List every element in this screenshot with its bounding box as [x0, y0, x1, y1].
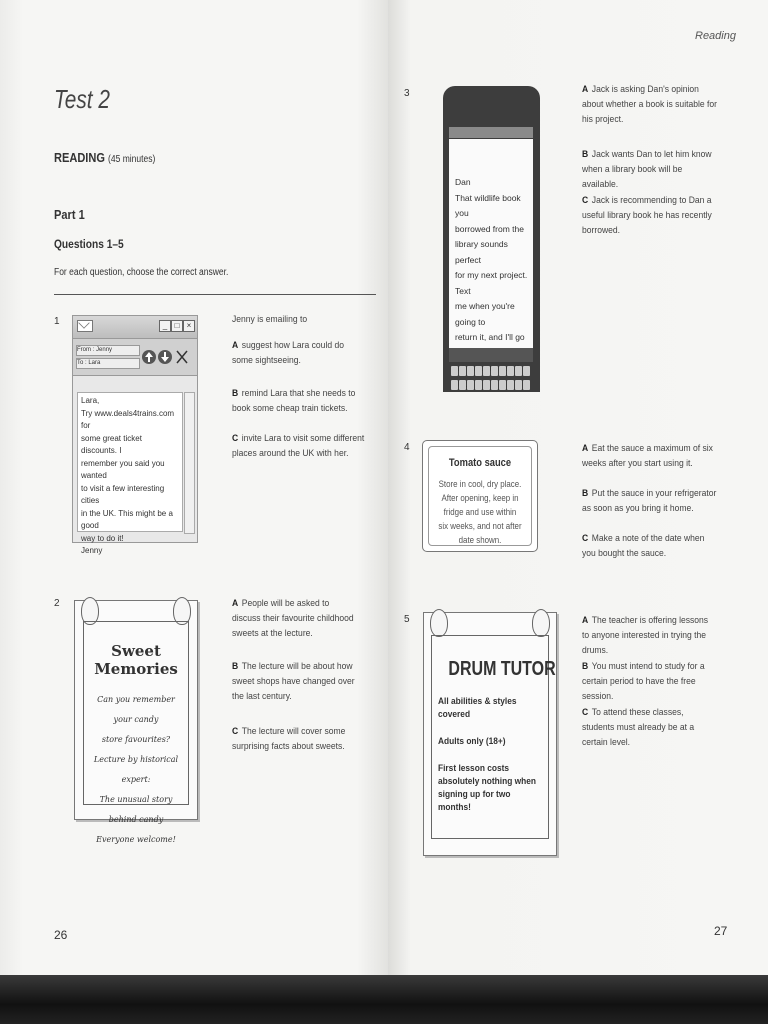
instruction: For each question, choose the correct answer.: [54, 267, 229, 278]
option-letter: B: [582, 488, 589, 499]
drum-tutor-notice: [423, 612, 557, 856]
notice-line: First lesson costs absolutely nothing when signing up for two months!: [438, 763, 537, 813]
question-number: 5: [404, 614, 410, 625]
notice-line: The unusual story behind candy: [99, 795, 173, 824]
email-line: remember you said you wanted: [81, 458, 165, 480]
question-number: 3: [404, 88, 410, 99]
message-line: borrowed from the: [455, 223, 524, 234]
notice-body: [431, 635, 556, 839]
phone: [443, 86, 540, 392]
email-titlebar: [73, 316, 197, 339]
left-page: [0, 0, 388, 985]
option-text: Jack is recommending to Dan a useful library book he has recently borrowed.: [582, 195, 712, 236]
notice-line: Can you remember your candy: [97, 695, 175, 724]
question-number: 1: [54, 316, 60, 327]
option-letter: C: [582, 195, 589, 206]
option-text: Put the sauce in your refrigerator as soon as you bring it home.: [582, 488, 717, 514]
notice-line: store favourites?: [101, 735, 171, 744]
notice-title: Sweet Memories: [94, 642, 178, 678]
page-number: 26: [54, 928, 68, 942]
option-a: [582, 613, 717, 658]
notice-title: DRUM TUTOR: [448, 658, 556, 680]
email-header: [73, 339, 197, 376]
email-line: Try www.deals4trains.com for: [81, 408, 175, 430]
option-b: [582, 659, 717, 704]
pin-icon: [430, 609, 448, 637]
message-line: Dan: [455, 177, 471, 187]
background-surface: [0, 975, 768, 1024]
label-body: [428, 446, 532, 546]
label-text: Store in cool, dry place. After opening, keep in fridge and use within six weeks, and not after date shown.: [438, 479, 522, 545]
email-line: some great ticket discounts. I: [81, 433, 142, 455]
option-a: [232, 596, 358, 641]
pin-icon: [532, 609, 550, 637]
phone-keyboard: [451, 366, 531, 392]
from-label: From :: [77, 347, 95, 353]
option-c: [232, 724, 358, 754]
option-text: Jack is asking Dan's opinion about whether a book is suitable for his project.: [582, 84, 717, 125]
option-letter: B: [582, 149, 589, 160]
option-text: People will be asked to discuss their favourite childhood sweets at the lecture.: [232, 598, 354, 639]
question-stem: Jenny is emailing to: [232, 314, 308, 325]
option-text: remind Lara that she needs to book some cheap train tickets.: [232, 388, 356, 414]
email-line: way to do it!: [81, 533, 124, 543]
test-title: Test 2: [54, 84, 110, 114]
option-letter: C: [232, 433, 239, 444]
option-c: [582, 193, 717, 238]
option-a: [582, 82, 717, 127]
to-value: Lara: [88, 360, 101, 366]
option-text: Make a note of the date when you bought the sauce.: [582, 533, 705, 559]
minimize-icon: _: [159, 320, 171, 332]
email-line: Lara,: [81, 396, 100, 405]
option-letter: B: [582, 661, 589, 672]
page-number: 27: [714, 924, 728, 938]
running-header: Reading: [695, 30, 736, 42]
label-title: Tomato sauce: [448, 457, 512, 469]
option-text: Eat the sauce a maximum of six weeks after you start using it.: [582, 443, 713, 469]
option-letter: A: [232, 340, 239, 351]
email-line: to visit a few interesting cities: [81, 483, 165, 505]
option-c: [232, 431, 367, 461]
email-body: [77, 392, 183, 555]
option-letter: B: [232, 661, 239, 672]
option-letter: C: [582, 707, 589, 718]
section-time: (45 minutes): [108, 154, 156, 165]
option-letter: A: [582, 443, 589, 454]
notice-line: Lecture by historical expert:: [93, 755, 179, 784]
option-b: [232, 386, 356, 416]
email-line: in the UK. This might be a good: [81, 508, 173, 530]
option-text: To attend these classes, students must already be at a certain level.: [582, 707, 695, 748]
option-letter: C: [232, 726, 239, 737]
option-text: invite Lara to visit some different places around the UK with her.: [232, 433, 365, 459]
option-letter: A: [232, 598, 239, 609]
phone-nav-bar: [449, 348, 533, 362]
from-value: Jenny: [96, 347, 113, 353]
option-b: [582, 486, 717, 516]
message-line: me when you're going to: [455, 301, 515, 327]
option-letter: A: [582, 615, 589, 626]
phone-screen: [449, 139, 533, 348]
email-window: [72, 315, 198, 555]
option-text: The lecture will cover some surprising facts about sweets.: [232, 726, 346, 752]
section-name: READING: [54, 150, 105, 165]
option-letter: C: [582, 533, 589, 544]
message-line: library sounds perfect: [455, 239, 508, 265]
email-line: Jenny: [81, 546, 103, 555]
close-icon: ×: [183, 320, 195, 332]
question-number: 2: [54, 598, 60, 609]
option-c: [582, 531, 717, 561]
notice-line: All abilities & styles covered: [438, 696, 517, 720]
notice-body: [83, 621, 189, 844]
right-page: [388, 0, 768, 980]
sweet-memories-notice: [74, 600, 198, 844]
message-line: return it, and I'll go: [455, 332, 525, 342]
option-b: [232, 659, 358, 704]
option-c: [582, 705, 717, 750]
notice-line: Adults only (18+): [438, 736, 506, 747]
maximize-icon: □: [171, 320, 183, 332]
option-text: The teacher is offering lessons to anyone interested in trying the drums.: [582, 615, 709, 656]
email-scrollbar: [184, 392, 195, 534]
notice-line: Everyone welcome!: [96, 835, 176, 844]
phone-status-bar: [449, 127, 533, 138]
option-text: The lecture will be about how sweet shops have changed over the last century.: [232, 661, 355, 702]
message-line: for my next project. Text: [455, 270, 528, 296]
questions-range: Questions 1–5: [54, 237, 124, 251]
reply-arrows-icon: [141, 347, 191, 367]
part-heading: Part 1: [54, 207, 85, 222]
option-letter: A: [582, 84, 589, 95]
question-number: 4: [404, 442, 410, 453]
section-heading: [54, 150, 155, 165]
tomato-sauce-label: [422, 440, 538, 552]
option-b: [582, 147, 717, 192]
divider: [54, 294, 376, 295]
option-text: suggest how Lara could do some sightseeing.: [232, 340, 344, 366]
option-text: Jack wants Dan to let him know when a library book will be available.: [582, 149, 712, 190]
option-letter: B: [232, 388, 239, 399]
option-text: You must intend to study for a certain period to have the free session.: [582, 661, 705, 702]
message-line: That wildlife book you: [455, 192, 521, 218]
to-label: To :: [77, 360, 87, 366]
option-a: [232, 338, 356, 368]
option-a: [582, 441, 717, 471]
envelope-icon: [77, 320, 93, 332]
